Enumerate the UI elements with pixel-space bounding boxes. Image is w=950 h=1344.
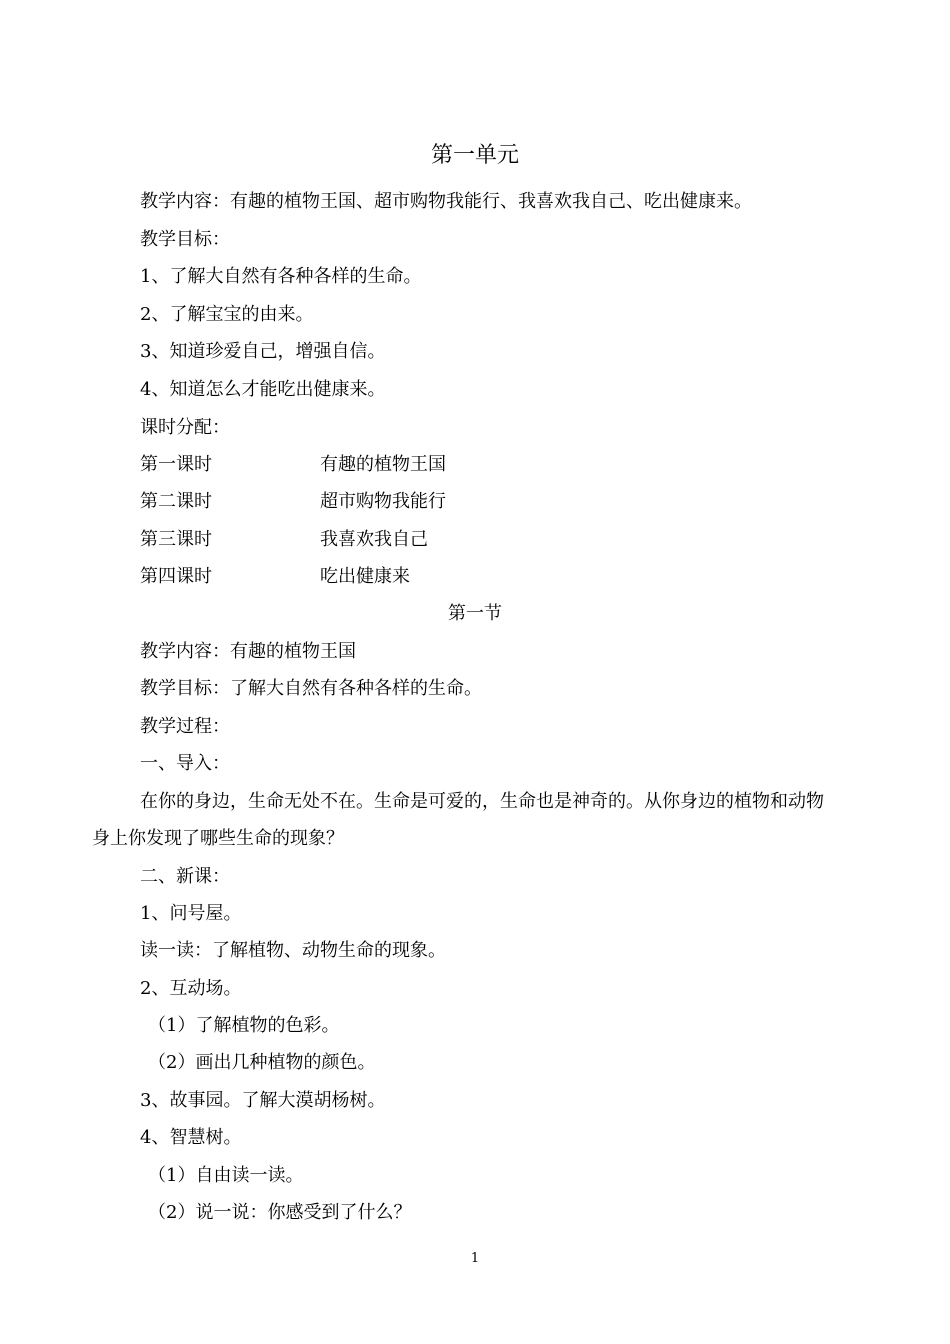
schedule-period: 第四课时	[140, 566, 212, 587]
schedule-topic: 我喜欢我自己	[320, 529, 428, 550]
section-content: 教学内容：有趣的植物王国	[140, 641, 356, 662]
unit-title: 第一单元	[430, 143, 519, 168]
paragraph-line: 在你的身边，生命无处不在。生命是可爱的，生命也是神奇的。从你身边的植物和动物	[140, 791, 824, 812]
goals-label: 教学目标：	[140, 229, 230, 250]
goal-item: 4、知道怎么才能吃出健康来。	[140, 379, 386, 400]
teaching-content: 教学内容：有趣的植物王国、超市购物我能行、我喜欢我自己、吃出健康来。	[140, 191, 752, 212]
section-title: 第一节	[448, 603, 502, 624]
section-goal: 教学目标：了解大自然有各种各样的生命。	[140, 678, 482, 699]
lesson-item: 4、智慧树。	[140, 1127, 242, 1148]
goal-item: 2、了解宝宝的由来。	[140, 304, 314, 325]
schedule-period: 第三课时	[140, 529, 212, 550]
goal-item: 1、了解大自然有各种各样的生命。	[140, 266, 422, 287]
lesson-item: （2）画出几种植物的颜色。	[148, 1052, 376, 1073]
schedule-topic: 超市购物我能行	[320, 491, 446, 512]
step-heading: 一、导入：	[140, 753, 230, 774]
lesson-item: 读一读：了解植物、动物生命的现象。	[140, 940, 446, 961]
schedule-label: 课时分配：	[140, 417, 230, 438]
step-heading: 二、新课：	[140, 866, 230, 887]
lesson-item: （1）了解植物的色彩。	[148, 1015, 340, 1036]
goal-item: 3、知道珍爱自己，增强自信。	[140, 341, 386, 362]
lesson-item: 3、故事园。了解大漠胡杨树。	[140, 1090, 386, 1111]
schedule-period: 第一课时	[140, 454, 212, 475]
lesson-item: （2）说一说：你感受到了什么？	[148, 1202, 412, 1223]
lesson-item: 1、问号屋。	[140, 903, 242, 924]
schedule-topic: 有趣的植物王国	[320, 454, 446, 475]
lesson-item: （1）自由读一读。	[148, 1165, 304, 1186]
page-number: 1	[470, 1251, 480, 1266]
paragraph-line: 身上你发现了哪些生命的现象？	[92, 828, 344, 849]
process-label: 教学过程：	[140, 716, 230, 737]
schedule-period: 第二课时	[140, 491, 212, 512]
lesson-item: 2、互动场。	[140, 978, 242, 999]
schedule-topic: 吃出健康来	[320, 566, 410, 587]
